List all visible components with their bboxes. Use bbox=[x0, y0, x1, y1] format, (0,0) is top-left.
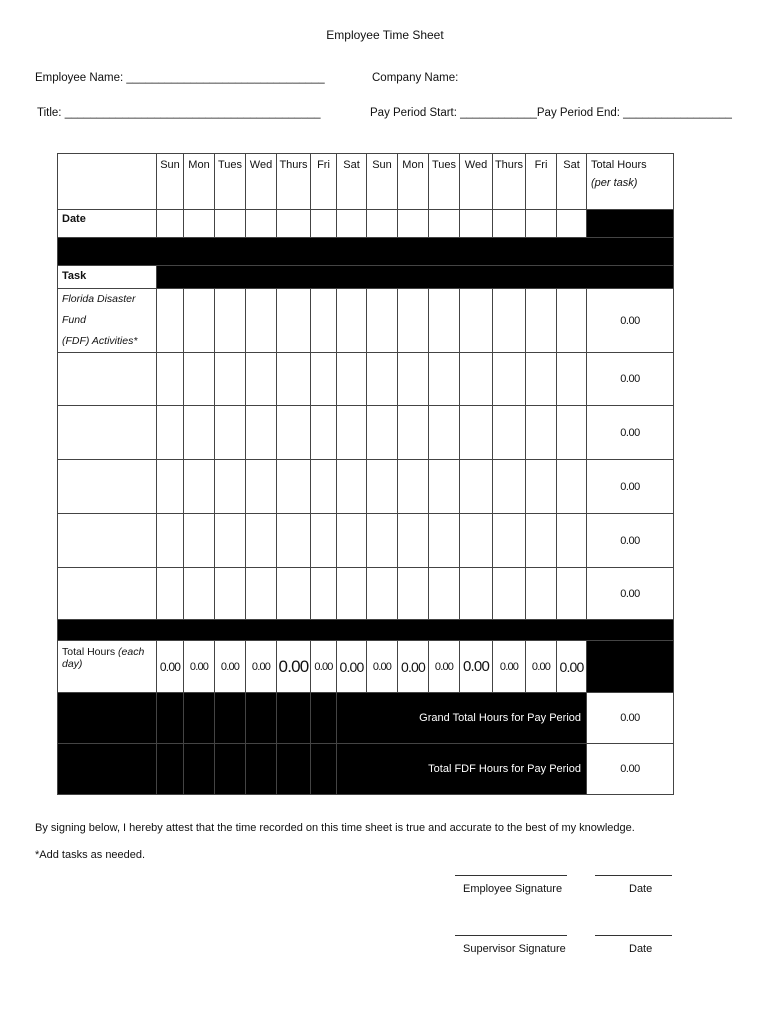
hours-cell[interactable] bbox=[157, 289, 184, 353]
day-total: 0.00 bbox=[215, 641, 246, 693]
day-header: Sat bbox=[557, 154, 587, 210]
hours-cell[interactable] bbox=[215, 353, 246, 406]
employee-signature-label: Employee Signature bbox=[463, 883, 563, 895]
hours-cell[interactable] bbox=[429, 406, 460, 460]
hours-cell[interactable] bbox=[398, 514, 429, 568]
total-hours-header bbox=[587, 154, 674, 210]
page-title: Employee Time Sheet bbox=[326, 28, 444, 42]
hours-cell[interactable] bbox=[184, 353, 215, 406]
date-cell[interactable] bbox=[184, 210, 215, 238]
hours-cell[interactable] bbox=[277, 406, 311, 460]
blank-black-cell bbox=[215, 744, 246, 795]
hours-cell[interactable] bbox=[557, 514, 587, 568]
hours-cell[interactable] bbox=[337, 514, 367, 568]
supervisor-date-label: Date bbox=[629, 943, 653, 955]
hours-cell[interactable] bbox=[277, 460, 311, 514]
date-cell[interactable] bbox=[460, 210, 493, 238]
hours-cell[interactable] bbox=[526, 406, 557, 460]
hours-cell[interactable] bbox=[157, 460, 184, 514]
hours-cell[interactable] bbox=[337, 353, 367, 406]
employee-signature-line[interactable] bbox=[455, 875, 567, 876]
hours-cell[interactable] bbox=[311, 406, 337, 460]
hours-cell[interactable] bbox=[367, 460, 398, 514]
day-total: 0.00 bbox=[429, 641, 460, 693]
grand-total-row bbox=[58, 693, 674, 744]
hours-cell[interactable] bbox=[460, 289, 493, 353]
day-header: Thurs bbox=[493, 154, 526, 210]
date-cell[interactable] bbox=[337, 210, 367, 238]
hours-cell[interactable] bbox=[460, 514, 493, 568]
hours-cell[interactable] bbox=[215, 460, 246, 514]
task-name-cell[interactable] bbox=[58, 353, 157, 406]
hours-cell[interactable] bbox=[557, 406, 587, 460]
date-cell[interactable] bbox=[493, 210, 526, 238]
hours-cell[interactable] bbox=[429, 514, 460, 568]
task-row bbox=[58, 353, 674, 406]
day-total: 0.00 bbox=[460, 641, 493, 693]
hours-cell[interactable] bbox=[493, 289, 526, 353]
day-header: Tues bbox=[429, 154, 460, 210]
day-header: Fri bbox=[311, 154, 337, 210]
task-total: 0.00 bbox=[587, 568, 674, 620]
hours-cell[interactable] bbox=[526, 289, 557, 353]
attestation-text: By signing below, I hereby attest that the time recorded on this time sheet is true and accurate to the best of my knowledge. bbox=[35, 822, 635, 834]
day-totals-label bbox=[58, 641, 157, 693]
hours-cell[interactable] bbox=[557, 353, 587, 406]
hours-cell[interactable] bbox=[311, 460, 337, 514]
day-total: 0.00 bbox=[246, 641, 277, 693]
hours-cell[interactable] bbox=[429, 289, 460, 353]
date-cell[interactable] bbox=[557, 210, 587, 238]
hours-cell[interactable] bbox=[526, 568, 557, 620]
date-cell[interactable] bbox=[398, 210, 429, 238]
task-name-line1: Florida Disaster Fund bbox=[62, 293, 136, 326]
day-total: 0.00 bbox=[157, 641, 184, 693]
blank-black-cell bbox=[277, 693, 311, 744]
hours-cell[interactable] bbox=[460, 406, 493, 460]
hours-cell[interactable] bbox=[184, 568, 215, 620]
hours-cell[interactable] bbox=[493, 460, 526, 514]
day-header: Thurs bbox=[277, 154, 311, 210]
timesheet-table bbox=[57, 153, 674, 795]
add-tasks-note: *Add tasks as needed. bbox=[35, 849, 146, 861]
blank-black-cell bbox=[311, 744, 337, 795]
date-row bbox=[58, 210, 674, 238]
hours-cell[interactable] bbox=[367, 289, 398, 353]
company-name-field[interactable]: Company Name: bbox=[372, 72, 459, 84]
task-label: Task bbox=[58, 266, 157, 289]
hours-cell[interactable] bbox=[429, 460, 460, 514]
hours-cell[interactable] bbox=[215, 568, 246, 620]
hours-cell[interactable] bbox=[246, 514, 277, 568]
hours-cell[interactable] bbox=[311, 514, 337, 568]
day-header: Mon bbox=[184, 154, 215, 210]
employee-date-line[interactable] bbox=[595, 875, 672, 876]
header-corner bbox=[58, 154, 157, 210]
blank-black-cell bbox=[184, 744, 215, 795]
separator-row bbox=[58, 620, 674, 641]
supervisor-signature-line[interactable] bbox=[455, 935, 567, 936]
date-cell[interactable] bbox=[215, 210, 246, 238]
hours-cell[interactable] bbox=[277, 568, 311, 620]
day-totals-label-main: Total Hours bbox=[62, 646, 119, 658]
separator-bar bbox=[58, 238, 674, 266]
per-task-label: (per task) bbox=[591, 177, 638, 189]
hours-cell[interactable] bbox=[246, 460, 277, 514]
date-cell[interactable] bbox=[526, 210, 557, 238]
hours-cell[interactable] bbox=[429, 568, 460, 620]
hours-cell[interactable] bbox=[460, 568, 493, 620]
task-row bbox=[58, 289, 674, 353]
blank-black-cell bbox=[246, 744, 277, 795]
title-field[interactable]: Title: ________________________________________ bbox=[37, 107, 321, 119]
hours-cell[interactable] bbox=[337, 289, 367, 353]
task-name-cell[interactable] bbox=[58, 568, 157, 620]
hours-cell[interactable] bbox=[398, 289, 429, 353]
hours-cell[interactable] bbox=[460, 353, 493, 406]
task-row bbox=[58, 568, 674, 620]
hours-cell[interactable] bbox=[398, 406, 429, 460]
employee-date-label: Date bbox=[629, 883, 653, 895]
day-header: Fri bbox=[526, 154, 557, 210]
task-total: 0.00 bbox=[587, 514, 674, 568]
hours-cell[interactable] bbox=[184, 406, 215, 460]
task-total: 0.00 bbox=[587, 406, 674, 460]
hours-cell[interactable] bbox=[526, 514, 557, 568]
blank-black-cell bbox=[246, 693, 277, 744]
employee-name-field[interactable]: Employee Name: _______________________________ bbox=[35, 72, 325, 84]
hours-cell[interactable] bbox=[184, 460, 215, 514]
hours-cell[interactable] bbox=[337, 406, 367, 460]
hours-cell[interactable] bbox=[493, 514, 526, 568]
task-row bbox=[58, 514, 674, 568]
hours-cell[interactable] bbox=[157, 353, 184, 406]
blank-black-cell bbox=[215, 693, 246, 744]
day-header: Sat bbox=[337, 154, 367, 210]
day-total: 0.00 bbox=[311, 641, 337, 693]
day-total: 0.00 bbox=[184, 641, 215, 693]
day-header: Sun bbox=[367, 154, 398, 210]
blank-black-cell bbox=[277, 744, 311, 795]
separator-row bbox=[58, 238, 674, 266]
hours-cell[interactable] bbox=[184, 514, 215, 568]
date-cell[interactable] bbox=[157, 210, 184, 238]
task-name-cell[interactable] bbox=[58, 289, 157, 353]
hours-cell[interactable] bbox=[493, 406, 526, 460]
hours-cell[interactable] bbox=[157, 514, 184, 568]
task-row bbox=[58, 406, 674, 460]
task-name-line2: (FDF) Activities* bbox=[62, 335, 138, 347]
date-cell[interactable] bbox=[246, 210, 277, 238]
day-header: Sun bbox=[157, 154, 184, 210]
day-total: 0.00 bbox=[398, 641, 429, 693]
hours-cell[interactable] bbox=[246, 353, 277, 406]
hours-cell[interactable] bbox=[311, 289, 337, 353]
blank-black-cell bbox=[587, 210, 674, 238]
hours-cell[interactable] bbox=[429, 353, 460, 406]
day-totals-row bbox=[58, 641, 674, 693]
hours-cell[interactable] bbox=[277, 289, 311, 353]
blank-black-cell bbox=[58, 744, 157, 795]
day-total: 0.00 bbox=[493, 641, 526, 693]
hours-cell[interactable] bbox=[277, 353, 311, 406]
date-label: Date bbox=[58, 210, 157, 238]
day-total: 0.00 bbox=[526, 641, 557, 693]
task-header-bar bbox=[157, 266, 674, 289]
hours-cell[interactable] bbox=[557, 289, 587, 353]
task-name-cell[interactable] bbox=[58, 406, 157, 460]
hours-cell[interactable] bbox=[493, 568, 526, 620]
hours-cell[interactable] bbox=[215, 289, 246, 353]
blank-black-cell bbox=[184, 693, 215, 744]
hours-cell[interactable] bbox=[277, 514, 311, 568]
date-cell[interactable] bbox=[429, 210, 460, 238]
hours-cell[interactable] bbox=[557, 568, 587, 620]
task-total: 0.00 bbox=[587, 289, 674, 353]
hours-cell[interactable] bbox=[367, 406, 398, 460]
hours-cell[interactable] bbox=[460, 460, 493, 514]
supervisor-date-line[interactable] bbox=[595, 935, 672, 936]
blank-black-cell bbox=[157, 693, 184, 744]
task-total: 0.00 bbox=[587, 353, 674, 406]
grand-total-label: Grand Total Hours for Pay Period bbox=[337, 693, 587, 744]
hours-cell[interactable] bbox=[398, 353, 429, 406]
hours-cell[interactable] bbox=[157, 406, 184, 460]
day-header: Tues bbox=[215, 154, 246, 210]
hours-cell[interactable] bbox=[184, 289, 215, 353]
date-cell[interactable] bbox=[277, 210, 311, 238]
hours-cell[interactable] bbox=[398, 460, 429, 514]
pay-period-field[interactable]: Pay Period Start: ____________Pay Period End: _________________ bbox=[370, 107, 732, 119]
blank-black-cell bbox=[58, 693, 157, 744]
hours-cell[interactable] bbox=[398, 568, 429, 620]
blank-black-cell bbox=[157, 744, 184, 795]
hours-cell[interactable] bbox=[367, 568, 398, 620]
hours-cell[interactable] bbox=[311, 568, 337, 620]
date-cell[interactable] bbox=[311, 210, 337, 238]
hours-cell[interactable] bbox=[246, 289, 277, 353]
hours-cell[interactable] bbox=[526, 460, 557, 514]
day-total: 0.00 bbox=[277, 641, 311, 693]
hours-cell[interactable] bbox=[526, 353, 557, 406]
hours-cell[interactable] bbox=[246, 568, 277, 620]
blank-black-cell bbox=[587, 641, 674, 693]
day-totals-label-sub: (each day) bbox=[62, 646, 145, 670]
fdf-total-value: 0.00 bbox=[587, 744, 674, 795]
hours-cell[interactable] bbox=[157, 568, 184, 620]
task-name-cell[interactable] bbox=[58, 460, 157, 514]
fdf-total-label: Total FDF Hours for Pay Period bbox=[337, 744, 587, 795]
fdf-total-row bbox=[58, 744, 674, 795]
day-header: Mon bbox=[398, 154, 429, 210]
hours-cell[interactable] bbox=[337, 460, 367, 514]
separator-bar bbox=[58, 620, 674, 641]
day-total: 0.00 bbox=[337, 641, 367, 693]
grand-total-value: 0.00 bbox=[587, 693, 674, 744]
hours-cell[interactable] bbox=[493, 353, 526, 406]
blank-black-cell bbox=[311, 693, 337, 744]
hours-cell[interactable] bbox=[367, 353, 398, 406]
task-name-cell[interactable] bbox=[58, 514, 157, 568]
date-cell[interactable] bbox=[367, 210, 398, 238]
hours-cell[interactable] bbox=[246, 406, 277, 460]
hours-cell[interactable] bbox=[311, 353, 337, 406]
total-hours-header-label: Total Hours bbox=[591, 159, 647, 171]
hours-cell[interactable] bbox=[215, 406, 246, 460]
task-row bbox=[58, 460, 674, 514]
hours-cell[interactable] bbox=[557, 460, 587, 514]
hours-cell[interactable] bbox=[337, 568, 367, 620]
supervisor-signature-label: Supervisor Signature bbox=[463, 943, 566, 955]
day-header: Wed bbox=[246, 154, 277, 210]
task-header-row bbox=[58, 266, 674, 289]
hours-cell[interactable] bbox=[215, 514, 246, 568]
header-row bbox=[58, 154, 674, 210]
day-total: 0.00 bbox=[367, 641, 398, 693]
hours-cell[interactable] bbox=[367, 514, 398, 568]
day-total: 0.00 bbox=[557, 641, 587, 693]
task-total: 0.00 bbox=[587, 460, 674, 514]
day-header: Wed bbox=[460, 154, 493, 210]
